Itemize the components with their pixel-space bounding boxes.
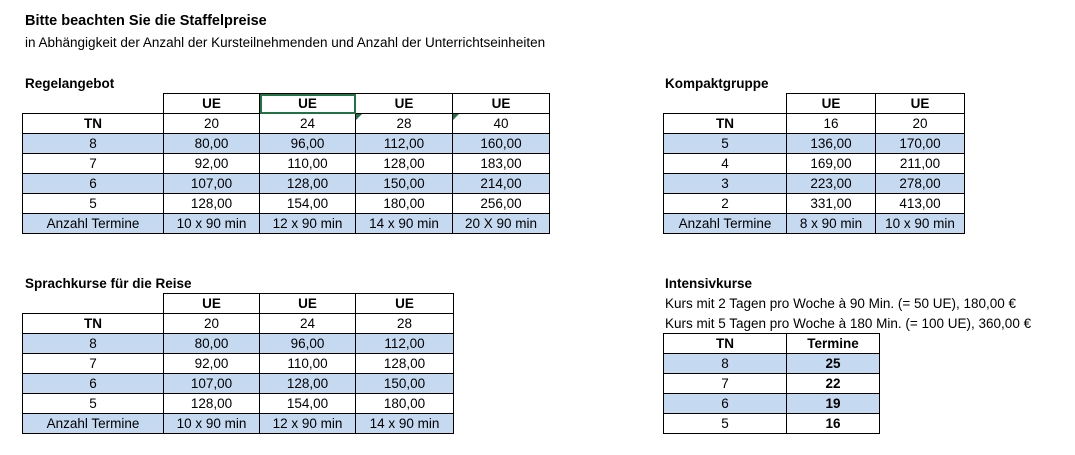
ue-header[interactable]: UE bbox=[787, 94, 876, 114]
termine-label[interactable]: Anzahl Termine bbox=[23, 414, 164, 434]
page-subtitle: in Abhängigkeit der Anzahl der Kursteilnehmenden und Anzahl der Unterrichtseinheiten bbox=[25, 35, 546, 50]
price-cell[interactable]: 278,00 bbox=[876, 174, 965, 194]
price-cell[interactable]: 110,00 bbox=[260, 354, 356, 374]
price-cell[interactable]: 331,00 bbox=[787, 194, 876, 214]
tn-header[interactable]: TN bbox=[664, 114, 787, 134]
ue-value[interactable]: 28 bbox=[356, 114, 453, 134]
price-cell[interactable]: 180,00 bbox=[356, 194, 453, 214]
kompaktgruppe-title: Kompaktgruppe bbox=[665, 76, 769, 91]
price-cell[interactable]: 112,00 bbox=[356, 334, 454, 354]
price-cell[interactable]: 96,00 bbox=[260, 334, 356, 354]
tn-cell[interactable]: 7 bbox=[23, 354, 164, 374]
tn-cell[interactable]: 6 bbox=[664, 394, 787, 414]
termine-count[interactable]: 22 bbox=[787, 374, 880, 394]
tn-cell[interactable]: 5 bbox=[664, 414, 787, 434]
ue-value[interactable]: 24 bbox=[260, 314, 356, 334]
price-cell[interactable]: 211,00 bbox=[876, 154, 965, 174]
comment-indicator-icon bbox=[453, 114, 459, 120]
termine-cell[interactable]: 10 x 90 min bbox=[876, 214, 965, 234]
termine-cell[interactable]: 14 x 90 min bbox=[356, 414, 454, 434]
table-row bbox=[23, 174, 550, 194]
termine-cell[interactable]: 8 x 90 min bbox=[787, 214, 876, 234]
tn-cell[interactable]: 6 bbox=[23, 374, 164, 394]
tn-cell[interactable]: 5 bbox=[664, 134, 787, 154]
termine-label[interactable]: Anzahl Termine bbox=[23, 214, 164, 234]
price-cell[interactable]: 413,00 bbox=[876, 194, 965, 214]
sprachkurse-title: Sprachkurse für die Reise bbox=[25, 276, 192, 291]
ue-value[interactable]: 16 bbox=[787, 114, 876, 134]
table-row bbox=[23, 194, 550, 214]
tn-header[interactable]: TN bbox=[23, 314, 164, 334]
price-cell[interactable]: 183,00 bbox=[453, 154, 550, 174]
ue-header[interactable]: UE bbox=[876, 94, 965, 114]
price-cell[interactable]: 170,00 bbox=[876, 134, 965, 154]
termine-cell[interactable]: 14 x 90 min bbox=[356, 214, 453, 234]
tn-cell[interactable]: 5 bbox=[23, 394, 164, 414]
price-cell[interactable]: 180,00 bbox=[356, 394, 454, 414]
price-cell[interactable]: 110,00 bbox=[260, 154, 356, 174]
price-cell[interactable]: 136,00 bbox=[787, 134, 876, 154]
empty-corner bbox=[664, 94, 787, 114]
regelangebot-title: Regelangebot bbox=[25, 76, 115, 91]
termine-cell[interactable]: 10 x 90 min bbox=[164, 414, 260, 434]
page-title: Bitte beachten Sie die Staffelpreise bbox=[25, 13, 267, 29]
price-cell[interactable]: 112,00 bbox=[356, 134, 453, 154]
price-cell[interactable]: 169,00 bbox=[787, 154, 876, 174]
ue-value[interactable]: 40 bbox=[453, 114, 550, 134]
price-cell[interactable]: 128,00 bbox=[260, 374, 356, 394]
price-cell[interactable]: 92,00 bbox=[164, 154, 260, 174]
table-row bbox=[23, 134, 550, 154]
intensivkurse-title: Intensivkurse bbox=[665, 276, 753, 291]
kompaktgruppe-table bbox=[663, 93, 965, 234]
table-row bbox=[23, 394, 454, 414]
price-cell[interactable]: 128,00 bbox=[164, 194, 260, 214]
intensivkurse-table bbox=[663, 333, 880, 434]
tn-cell[interactable]: 3 bbox=[664, 174, 787, 194]
table-row bbox=[664, 174, 965, 194]
termine-count[interactable]: 19 bbox=[787, 394, 880, 414]
ue-header-selected[interactable]: UE bbox=[260, 94, 356, 114]
termine-row bbox=[664, 214, 965, 234]
ue-header[interactable]: UE bbox=[164, 94, 260, 114]
price-cell[interactable]: 160,00 bbox=[453, 134, 550, 154]
table-row bbox=[23, 374, 454, 394]
table-row bbox=[664, 154, 965, 174]
tn-cell[interactable]: 8 bbox=[664, 354, 787, 374]
termine-cell[interactable]: 20 X 90 min bbox=[453, 214, 550, 234]
price-cell[interactable]: 128,00 bbox=[356, 154, 453, 174]
ue-header[interactable]: UE bbox=[260, 294, 356, 314]
ue-value[interactable]: 28 bbox=[356, 314, 454, 334]
tn-cell[interactable]: 6 bbox=[23, 174, 164, 194]
price-cell[interactable]: 154,00 bbox=[260, 394, 356, 414]
price-cell[interactable]: 128,00 bbox=[356, 354, 454, 374]
tn-cell[interactable]: 7 bbox=[664, 374, 787, 394]
price-cell[interactable]: 150,00 bbox=[356, 174, 453, 194]
table-row bbox=[23, 334, 454, 354]
price-cell[interactable]: 128,00 bbox=[164, 394, 260, 414]
price-cell[interactable]: 80,00 bbox=[164, 134, 260, 154]
termine-label[interactable]: Anzahl Termine bbox=[664, 214, 787, 234]
ue-header[interactable]: UE bbox=[356, 94, 453, 114]
price-cell[interactable]: 223,00 bbox=[787, 174, 876, 194]
sprachkurse-table bbox=[22, 293, 454, 434]
ue-value[interactable]: 20 bbox=[164, 314, 260, 334]
table-row bbox=[23, 354, 454, 374]
termine-cell[interactable]: 12 x 90 min bbox=[260, 214, 356, 234]
table-row bbox=[23, 154, 550, 174]
price-cell[interactable]: 107,00 bbox=[164, 174, 260, 194]
ue-header[interactable]: UE bbox=[356, 294, 454, 314]
price-cell[interactable]: 214,00 bbox=[453, 174, 550, 194]
intensivkurse-line-1: Kurs mit 2 Tagen pro Woche à 90 Min. (= 50 UE), 180,00 € bbox=[665, 296, 1017, 311]
table-row bbox=[664, 134, 965, 154]
table-row bbox=[664, 394, 880, 414]
ue-value[interactable]: 24 bbox=[260, 114, 356, 134]
empty-corner bbox=[23, 294, 164, 314]
table-row bbox=[664, 354, 880, 374]
price-cell[interactable]: 96,00 bbox=[260, 134, 356, 154]
tn-header[interactable]: TN bbox=[23, 114, 164, 134]
regelangebot-table bbox=[22, 93, 550, 234]
ue-value[interactable]: 20 bbox=[876, 114, 965, 134]
tn-cell[interactable]: 4 bbox=[664, 154, 787, 174]
empty-corner bbox=[23, 94, 164, 114]
price-cell[interactable]: 80,00 bbox=[164, 334, 260, 354]
intensivkurse-line-2: Kurs mit 5 Tagen pro Woche à 180 Min. (= 100 UE), 360,00 € bbox=[665, 316, 1032, 331]
price-cell[interactable]: 256,00 bbox=[453, 194, 550, 214]
termine-count[interactable]: 25 bbox=[787, 354, 880, 374]
tn-cell[interactable]: 5 bbox=[23, 194, 164, 214]
tn-header[interactable]: TN bbox=[664, 334, 787, 354]
table-row bbox=[664, 194, 965, 214]
price-cell[interactable]: 92,00 bbox=[164, 354, 260, 374]
ue-header[interactable]: UE bbox=[453, 94, 550, 114]
comment-indicator-icon bbox=[356, 114, 362, 120]
tn-cell[interactable]: 8 bbox=[23, 334, 164, 354]
price-cell[interactable]: 150,00 bbox=[356, 374, 454, 394]
price-cell[interactable]: 107,00 bbox=[164, 374, 260, 394]
price-cell[interactable]: 154,00 bbox=[260, 194, 356, 214]
termine-row bbox=[23, 414, 454, 434]
termine-cell[interactable]: 12 x 90 min bbox=[260, 414, 356, 434]
termine-row bbox=[23, 214, 550, 234]
table-row bbox=[664, 374, 880, 394]
tn-cell[interactable]: 7 bbox=[23, 154, 164, 174]
ue-header[interactable]: UE bbox=[164, 294, 260, 314]
price-cell[interactable]: 128,00 bbox=[260, 174, 356, 194]
ue-value[interactable]: 20 bbox=[164, 114, 260, 134]
tn-cell[interactable]: 8 bbox=[23, 134, 164, 154]
table-row bbox=[664, 414, 880, 434]
termine-count[interactable]: 16 bbox=[787, 414, 880, 434]
termine-cell[interactable]: 10 x 90 min bbox=[164, 214, 260, 234]
tn-cell[interactable]: 2 bbox=[664, 194, 787, 214]
termine-header[interactable]: Termine bbox=[787, 334, 880, 354]
